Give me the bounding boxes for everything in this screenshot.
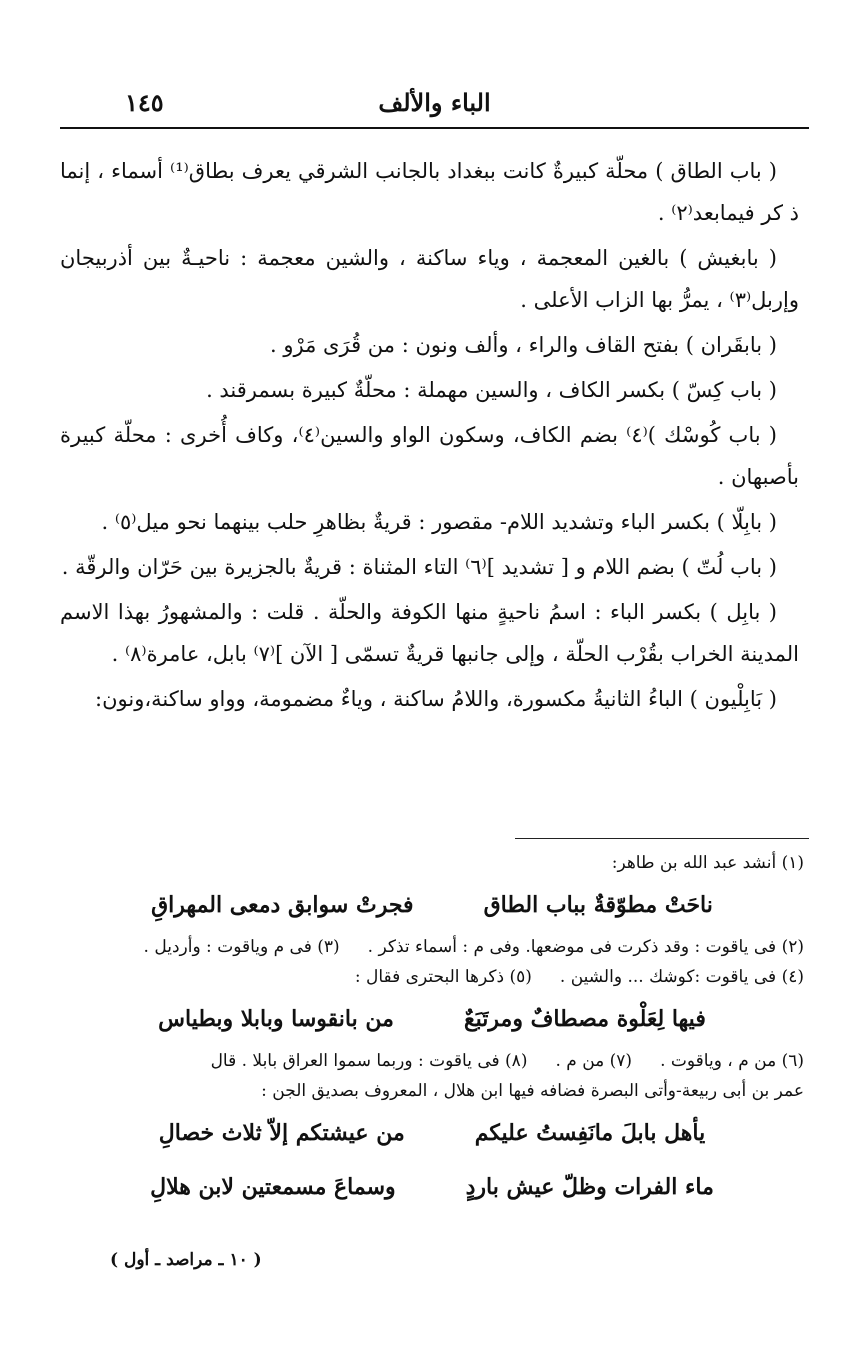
footnote-1: (١) أنشد عبد الله بن طاهر: <box>611 853 804 873</box>
signature-mark: ( ١٠ ـ مراصد ـ أول ) <box>110 1250 262 1270</box>
footnote-8-verse-1 <box>60 1106 804 1160</box>
header-rule <box>60 127 809 129</box>
verse-hemistich: من بانقوسا وبابلا وبطياس <box>158 1006 394 1032</box>
entry-bab-kushk: ( باب كُوسْك )⁽٤⁾ بضم الكاف، وسكون الواو والسين⁽٤⁾، وكاف أُخرى : محلّة كبيرة بأصبهان . <box>60 423 799 489</box>
entry-babqaran: ( بابقَران ) بفتح القاف والراء ، وألف ونون : من قُرَى مَرْو . <box>270 333 777 357</box>
footnote-7: (٧) من م . <box>555 1051 633 1071</box>
verse-hemistich: وسماعَ مسمعتين لابن هلالِ <box>150 1174 396 1200</box>
entry-babghish: ( بابغيش ) بالغين المعجمة ، وياء ساكنة ، والشين معجمة : ناحيـةٌ بين أذربيجان وإربل⁽٣⁾ ، يمرُّ بها الزاب الأعلى . <box>60 246 799 312</box>
entry-babil: ( بابِل ) بكسر الباء : اسمُ ناحيةٍ منها الكوفة والحلّة . قلت : والمشهورُ بهذا الاسم المدينة الخراب بقُرْب الحلّة ، وإلى جانبها قريةٌ تسمّى [ الآن ]⁽٧⁾ بابل، عامرة⁽٨⁾ . <box>60 600 799 666</box>
entry-bab-kiss: ( باب كِسّ ) بكسر الكاف ، والسين مهملة : محلّةٌ كبيرة بسمرقند . <box>206 378 777 402</box>
footnote-3: (٣) فى م وياقوت : وأرديل . <box>143 937 340 957</box>
footnote-1-verse <box>60 878 804 932</box>
entry-bab-lutt: ( باب لُتّ ) بضم اللام و [ تشديد ]⁽٦⁾ التاء المثناة : قريةٌ بالجزيرة بين حَرّان والرقّة . <box>61 555 777 579</box>
footnote-8-verse-2 <box>60 1160 804 1214</box>
verse-hemistich: ناحَتْ مطوّقةٌ بباب الطاق <box>483 892 713 918</box>
verse-hemistich: يأهل بابلَ مانَفِستُ عليكم <box>474 1120 706 1146</box>
footnote-rule <box>515 838 809 839</box>
entry-babilyun: ( بَابِلْيون ) الباءُ الثانيةُ مكسورة، واللامُ ساكنة ، وياءٌ مضمومة، وواو ساكنة،ونون: <box>95 687 777 711</box>
verse-hemistich: من عيشتكم إلاّ ثلاث خصالِ <box>158 1120 405 1146</box>
footnote-4: (٤) فى ياقوت :كوشك ... والشين . <box>559 967 804 987</box>
footnote-row-6-8 <box>60 1046 804 1076</box>
running-title: الباء والألف <box>378 88 491 117</box>
main-text <box>60 150 799 723</box>
page-header <box>60 78 809 128</box>
page-number: ١٤٥ <box>125 88 164 117</box>
verse-hemistich: فجرتْ سوابق دمعى المهراقِ <box>151 892 414 918</box>
footnote-2: (٢) فى ياقوت : وقد ذكرت فى موضعها. وفى م : أسماء تذكر . <box>367 937 804 957</box>
footnote-8: (٨) فى ياقوت : وربما سموا العراق بابلا . قال <box>210 1051 528 1071</box>
entry-bab-al-taq: ( باب الطاق ) محلّة كبيرةٌ كانت ببغداد بالجانب الشرقي يعرف بطاق⁽¹⁾ أسماء ، إنما ذ كر فيمابعد⁽٢⁾ . <box>60 159 799 225</box>
footnote-row-2-3 <box>60 932 804 962</box>
entry-babilla: ( بابِلّا ) بكسر الباء وتشديد اللام- مقصور : قريةٌ بظاهرِ حلب بينهما نحو ميل⁽٥⁾ . <box>101 510 777 534</box>
footnote-6: (٦) من م ، وياقوت . <box>660 1051 804 1071</box>
footnotes <box>60 848 804 1214</box>
verse-hemistich: ماء الفرات وظلّ عيش باردٍ <box>465 1174 714 1200</box>
footnote-5: (٥) ذكرها البحترى فقال : <box>354 967 532 987</box>
footnote-8-continuation: عمر بن أبى ربيعة-وأتى البصرة فضافه فيها ابن هلال ، المعروف بصديق الجن : <box>261 1081 804 1101</box>
footnote-5-verse <box>60 992 804 1046</box>
footnote-row-4-5 <box>60 962 804 992</box>
verse-hemistich: فيها لِعَلْوة مصطافٌ ومرتَبَعٌ <box>463 1006 706 1032</box>
